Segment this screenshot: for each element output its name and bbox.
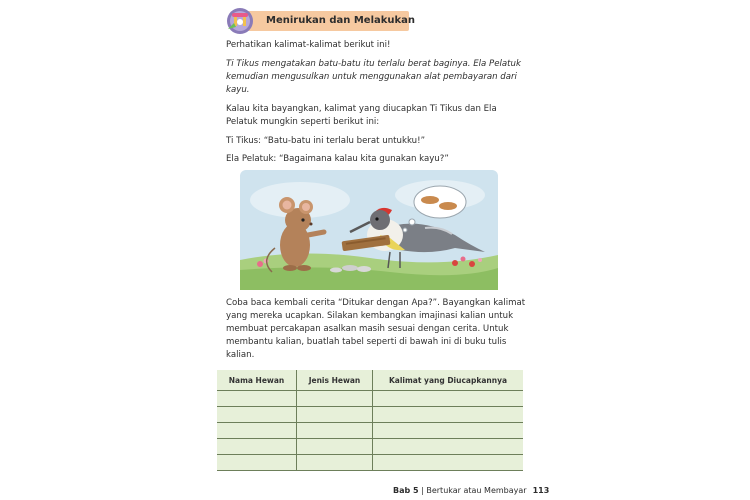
dialog-elapelatuk: Ela Pelatuk: “Bagaimana kalau kita gunakan kayu?” [226,154,449,164]
table-row [217,439,523,455]
imagine-line-1: Kalau kita bayangkan, kalimat yang diucapkan Ti Tikus dan Ela [226,104,497,114]
table-row [217,423,523,439]
table-row [217,455,523,471]
task-line-1: Coba baca kembali cerita “Ditukar dengan Apa?”. Bayangkan kalimat [226,298,526,308]
footer-separator: | [418,486,427,495]
chapter-title: Bertukar atau Membayar [426,486,527,495]
puppet-theater-icon [226,7,256,35]
section-title: Menirukan dan Melakukan [266,15,416,26]
imagine-line-2: Pelatuk mungkin seperti berikut ini: [226,117,380,127]
task-line-2: yang mereka ucapkan. Silakan kembangkan imajinasi kalian untuk [226,311,514,321]
task-line-3: membuat percakapan asalkan masih sesuai dengan cerita. Untuk [226,324,509,334]
story-line-1: Ti Tikus mengatakan batu-batu itu terlalu berat baginya. Ela Pelatuk [226,59,521,69]
mouse-woodpecker-illustration [240,160,498,290]
task-line-4: membantu kalian, buatlah tabel seperti di bawah ini di buku tulis [226,337,507,347]
page-number: 113 [532,486,550,495]
story-line-3: kayu. [226,85,250,95]
table-header-sentence: Kalimat yang Diucapkannya [373,370,524,391]
table-header-animal-type: Jenis Hewan [297,370,373,391]
dialog-titikus: Ti Tikus: “Batu-batu ini terlalu berat untukku!” [226,136,426,146]
table-header-animal-name: Nama Hewan [217,370,297,391]
chapter-label: Bab 5 [393,486,419,495]
table-row [217,407,523,423]
section-header [226,7,416,33]
dialogue-table [217,370,523,471]
page-footer [393,485,549,497]
task-line-5: kalian. [226,350,255,360]
table-row [217,391,523,407]
story-line-2: kemudian mengusulkan untuk menggunakan alat pembayaran dari [226,72,517,82]
intro-text: Perhatikan kalimat-kalimat berikut ini! [226,40,391,50]
